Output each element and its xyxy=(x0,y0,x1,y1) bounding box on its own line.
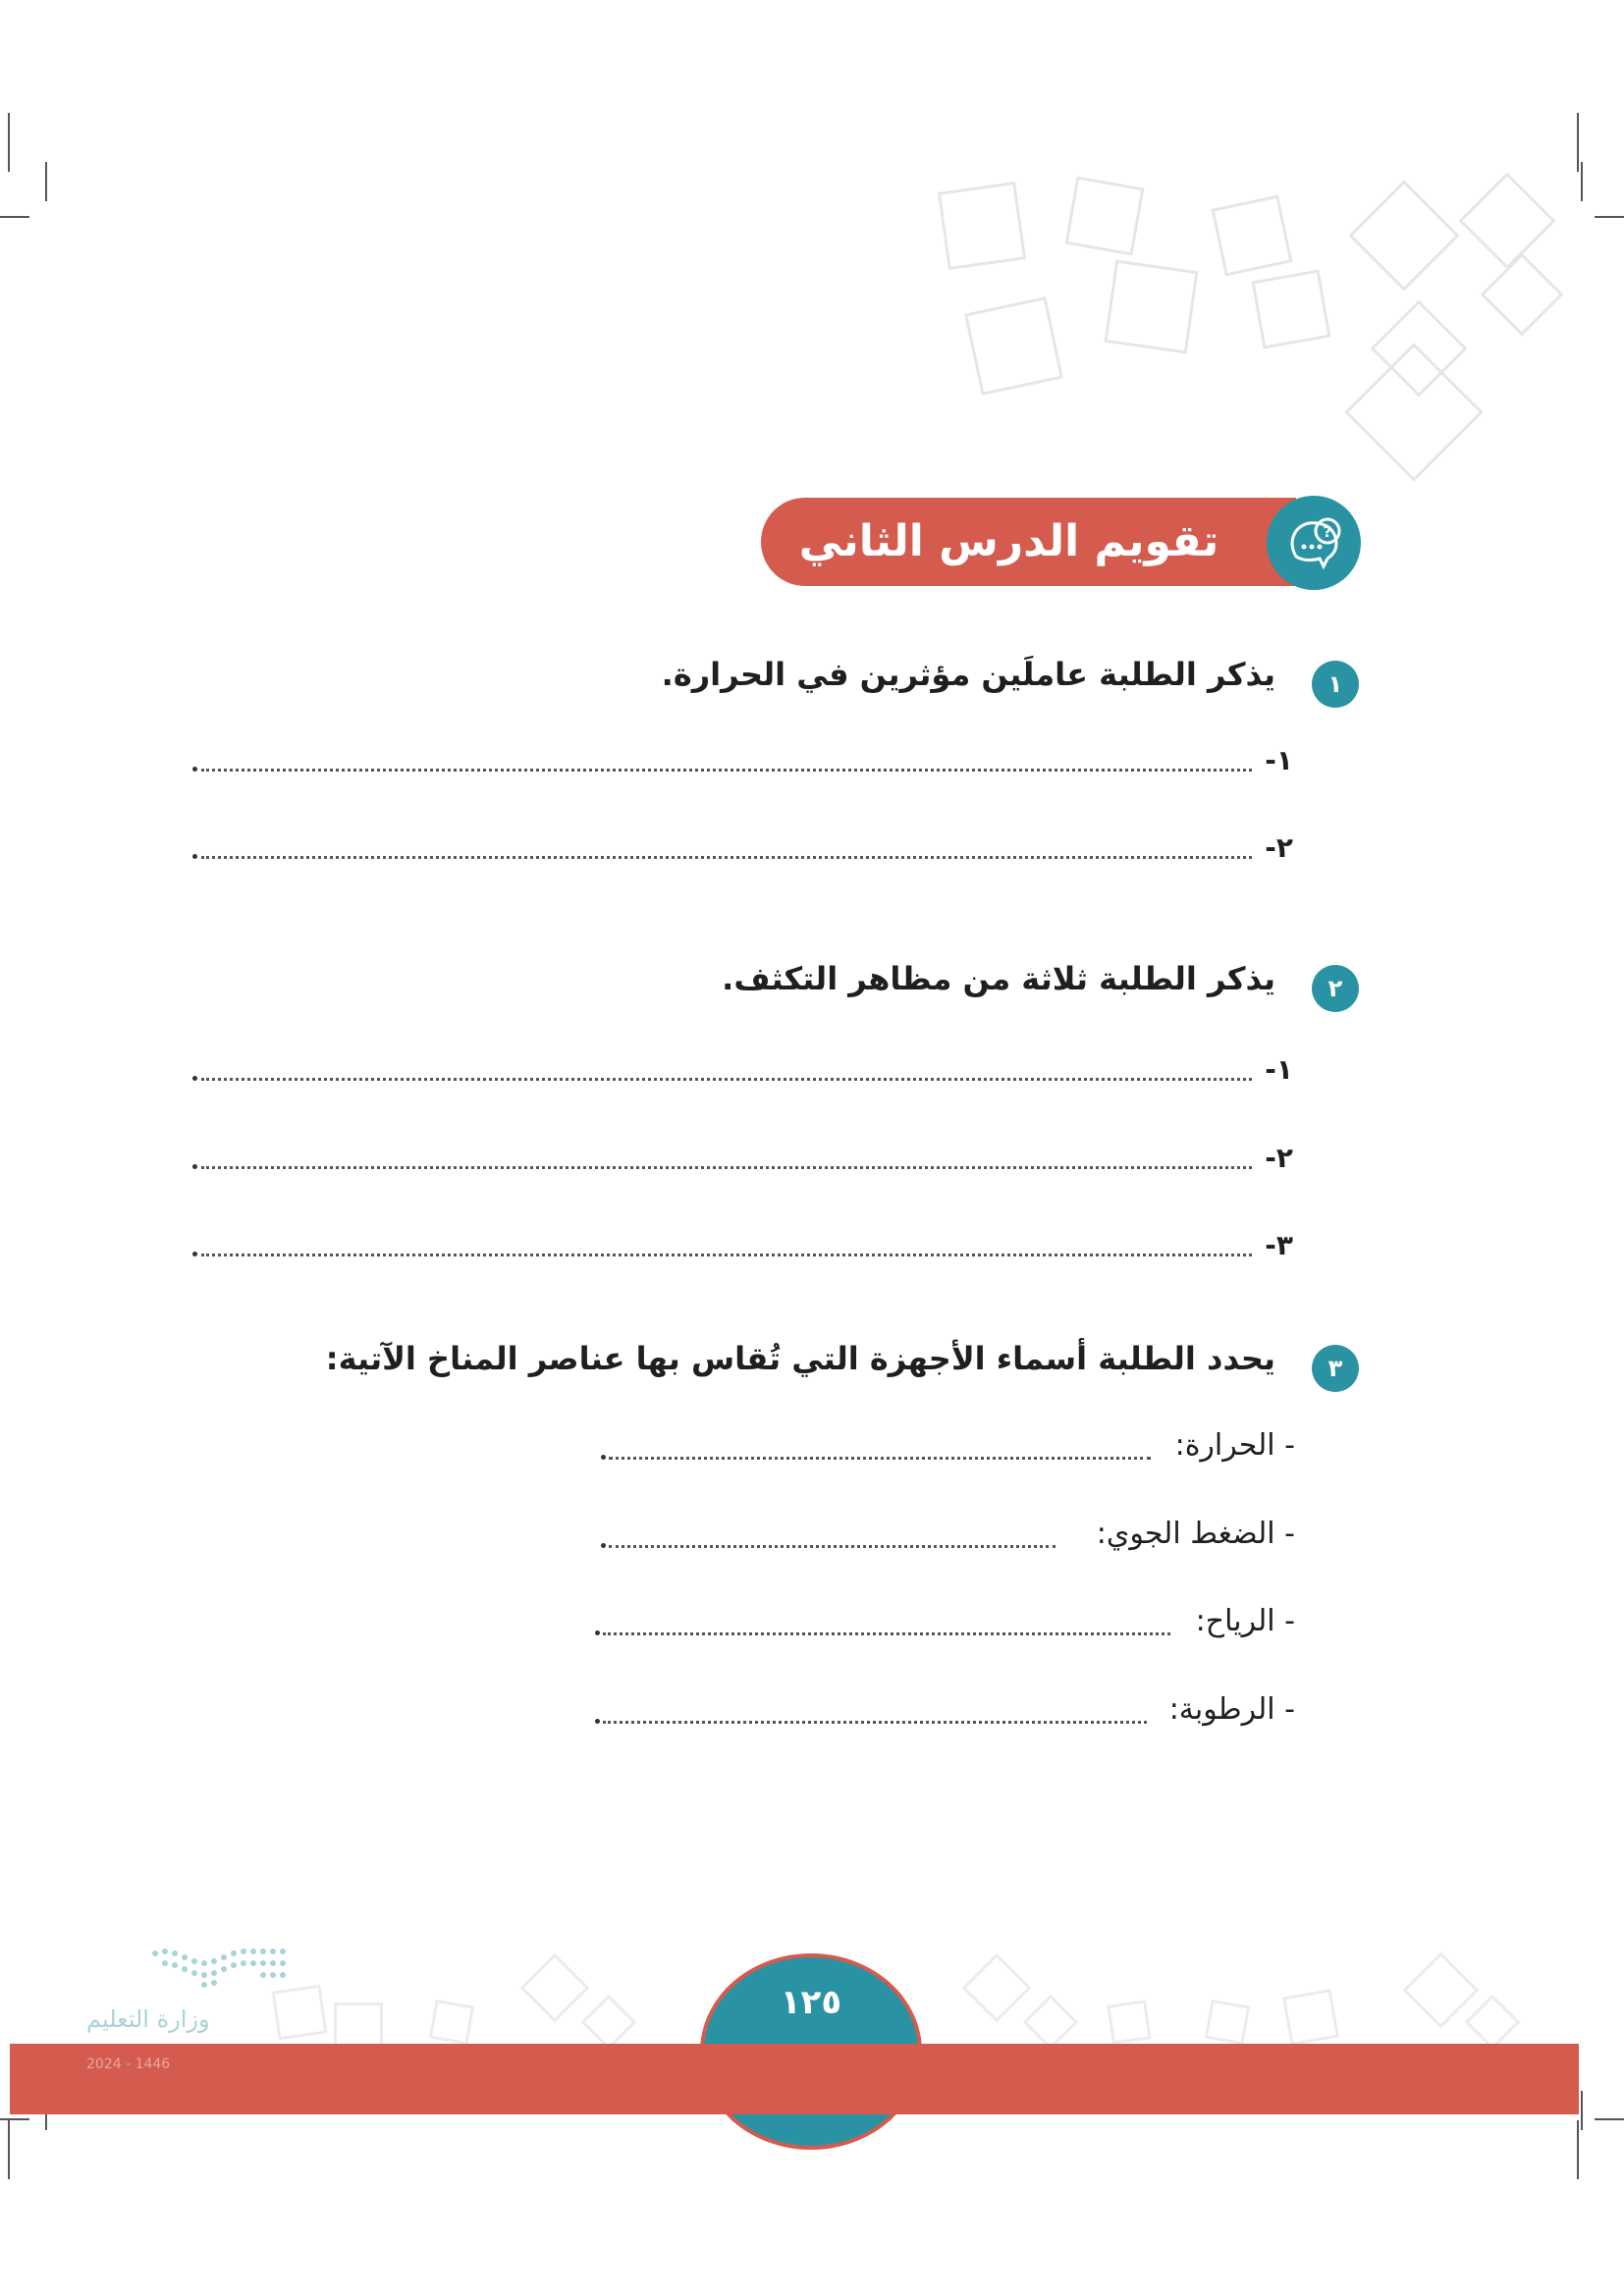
answer-number: ١- xyxy=(1265,744,1293,776)
end-dot xyxy=(601,1455,606,1460)
footer-band xyxy=(10,2044,1579,2114)
end-dot xyxy=(595,1630,600,1635)
ministry-logo-icon xyxy=(147,1944,295,1993)
crop-mark xyxy=(0,216,29,218)
end-dot xyxy=(192,854,197,859)
crop-mark xyxy=(45,162,47,201)
end-dot xyxy=(192,1076,197,1081)
answer-line[interactable] xyxy=(609,1545,1056,1548)
question-text: يذكر الطلبة عاملَين مؤثرين في الحرارة. xyxy=(661,656,1275,693)
end-dot xyxy=(601,1543,606,1548)
answer-number: ٢- xyxy=(1265,1142,1293,1174)
crop-mark xyxy=(8,2120,10,2179)
climate-element-label: - الرطوبة: xyxy=(1168,1692,1295,1727)
answer-line[interactable] xyxy=(201,1078,1252,1081)
answer-line[interactable] xyxy=(201,856,1252,859)
end-dot xyxy=(192,767,197,772)
page-number: ١٢٥ xyxy=(780,1983,842,2022)
answer-number: ٢- xyxy=(1265,831,1293,864)
end-dot xyxy=(192,1252,197,1256)
ministry-name: وزارة التعليم xyxy=(86,2005,210,2033)
crop-mark xyxy=(1577,113,1579,172)
edition-text: 2024 - 1446 xyxy=(86,2056,171,2072)
question-text: يذكر الطلبة ثلاثة من مظاهر التكثف. xyxy=(722,960,1275,997)
answer-number: ١- xyxy=(1265,1053,1293,1086)
crop-mark xyxy=(1581,162,1583,201)
crop-mark xyxy=(1581,2091,1583,2130)
crop-mark xyxy=(1577,2120,1579,2179)
crop-mark xyxy=(1595,216,1624,218)
crop-mark xyxy=(8,113,10,172)
answer-number: ٣- xyxy=(1265,1229,1293,1261)
climate-element-label: - الضغط الجوي: xyxy=(1096,1517,1295,1551)
question-bubble-icon xyxy=(1267,496,1361,590)
crop-mark xyxy=(1595,2118,1624,2120)
lesson-title-banner xyxy=(761,498,1296,655)
svg-text:?: ? xyxy=(1323,522,1332,541)
end-dot xyxy=(192,1164,197,1169)
answer-line[interactable] xyxy=(201,1254,1252,1256)
answer-line[interactable] xyxy=(603,1721,1147,1724)
question-number-badge: ١ xyxy=(1312,661,1359,708)
crop-mark xyxy=(0,2118,29,2120)
answer-line[interactable] xyxy=(603,1632,1170,1635)
answer-line[interactable] xyxy=(201,1166,1252,1169)
question-text: يحدد الطلبة أسماء الأجهزة التي تُقاس بها عناصر المناخ الآتية: xyxy=(325,1340,1275,1377)
climate-element-label: - الرياح: xyxy=(1195,1604,1295,1638)
answer-line[interactable] xyxy=(609,1457,1151,1460)
end-dot xyxy=(595,1719,600,1724)
answer-line[interactable] xyxy=(201,769,1252,772)
lesson-title: تقويم الدرس الثاني عشر xyxy=(798,516,1219,655)
question-number-badge: ٢ xyxy=(1312,965,1359,1012)
question-number-badge: ٣ xyxy=(1312,1345,1359,1392)
climate-element-label: - الحرارة: xyxy=(1174,1428,1295,1463)
